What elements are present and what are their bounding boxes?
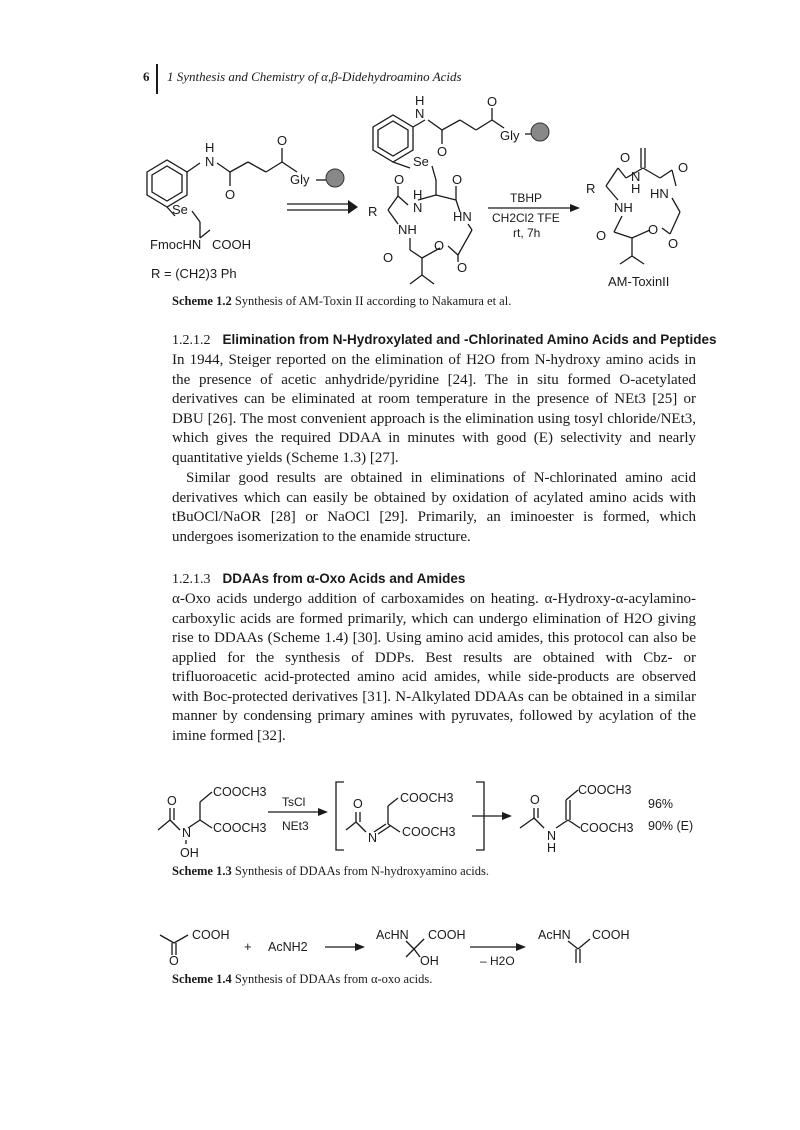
scheme-1-3-drawing [0,770,800,865]
s12-h3: H [413,187,423,202]
scheme-1-3-caption [172,864,489,879]
s13-cooch3-d: COOCH3 [402,825,456,839]
s12-o10: O [620,150,631,165]
s13-yield-2: 90% (E) [648,819,694,833]
s14-cooh-a: COOH [192,928,230,942]
s12-cooh: COOH [212,237,251,252]
section-heading-1-2-1-2 [172,332,717,349]
scheme14-arrow1 [325,943,365,951]
scheme12-arrow2 [488,191,580,240]
scheme-1-2-text: Synthesis of AM-Toxin II according to Nakamura et al. [234,294,512,308]
s12-o8: O [457,260,468,275]
scheme-1-3-text: Synthesis of DDAAs from N-hydroxyamino acids. [234,864,489,878]
paragraph: α-Oxo acids undergo addition of carboxamides on heating. α-Hydroxy-α-acylamino-carboxylic acids are formed primarily, which can undergo elimination of H2O giving rise to DDAAs (Scheme 1.4) [30]. Using amino acid amides, this protocol can also be applied for the synthesis of DDPs. Best results are obtained with Cbz- or trifluoroacetic acid-protected amino acid amides, while side-products are observed with Boc-protected derivatives [31]. N-Alkylated DDAAs can be obtained in a similar manner by condensing primary amines with pyruvates, followed by acylation of the imine formed [32]. [172,591,696,744]
s13-cooch3-c: COOCH3 [400,791,454,805]
s13-cooch3-b: COOCH3 [213,821,267,835]
s12-r-definition: R = (CH2)3 Ph [151,266,237,281]
section-title: Elimination from N-Hydroxylated and -Chlorinated Amino Acids and Peptides [222,332,717,347]
s13-n-b: N [368,831,378,845]
s12-h4: H [631,181,641,196]
s12-nh2: NH [614,200,633,215]
section-heading-1-2-1-3 [172,571,465,588]
s12-nh1: NH [398,222,417,237]
scheme-1-2-caption [172,294,511,309]
s13-n-c: N [547,829,557,843]
scheme12-product [586,148,688,289]
s12-n3: N [413,200,423,215]
section-number: 1.2.1.2 [172,333,211,348]
scheme13-product [520,783,693,855]
scheme13-intermediate [336,782,484,850]
scheme13-reactant [158,785,267,860]
scheme-1-4-caption [172,972,432,987]
scheme-1-2-drawing [0,0,800,300]
section-number: 1.2.1.3 [172,572,211,587]
scheme12-arrow1 [287,200,358,214]
s13-n-a: N [182,826,192,840]
s13-cooch3-f: COOCH3 [580,821,634,835]
s12-product-name: AM-ToxinII [608,274,670,289]
section-title: DDAAs from α-Oxo Acids and Amides [222,571,466,586]
scheme-1-4-text: Synthesis of DDAAs from α-oxo acids. [234,972,433,986]
s12-hn2: HN [650,186,669,201]
s12-o4: O [487,94,498,109]
scheme12-start-material [147,133,344,281]
s14-minus-h2o: – H2O [480,954,515,968]
s12-o6: O [383,250,394,265]
s12-r2: R [586,181,596,196]
s12-o2: O [277,133,288,148]
s14-achn-b: AcHN [538,928,571,942]
scheme12-intermediate [368,93,549,284]
s14-cooh-b: COOH [428,928,466,942]
s12-tbhp: TBHP [510,191,543,205]
s12-o13: O [648,222,659,237]
s12-solvent: CH2Cl2 TFE [492,211,560,225]
scheme14-pyruvic-acid [160,928,230,968]
s13-net3: NEt3 [282,819,309,833]
scheme13-arrow2 [472,812,512,820]
s12-n4: N [631,169,641,184]
s12-gly1: Gly [290,172,310,187]
s12-h2: H [415,93,425,108]
s13-yield-1: 96% [648,797,674,811]
s12-o3: O [437,144,448,159]
s13-tscl: TsCl [282,795,306,809]
scheme-1-2-label: Scheme 1.2 [172,294,232,308]
scheme14-product [538,928,630,963]
scheme-1-4-label: Scheme 1.4 [172,972,232,986]
scheme14-arrow2 [470,943,526,968]
s12-fmochn: FmocHN [150,237,202,252]
s12-o9: O [452,172,463,187]
page-number: 6 [143,69,150,84]
scheme13-arrow1 [268,795,328,833]
s13-cooch3-e: COOCH3 [578,783,632,797]
s13-o-a: O [167,794,177,808]
s12-se1: Se [172,202,188,217]
s12-hn1: HN [453,209,472,224]
s13-o-b: O [353,797,363,811]
s12-h1: H [205,140,215,155]
running-head: 1 Synthesis and Chemistry of α,β-Didehydroamino Acids [167,69,462,84]
scheme-1-3-label: Scheme 1.3 [172,864,232,878]
s12-n2: N [415,106,425,121]
s14-acnh2: AcNH2 [268,940,308,954]
s12-o11: O [678,160,689,175]
paragraph: Similar good results are obtained in eliminations of N-chlorinated amino acid derivatives which can easily be obtained by oxidation of acylated amino acids with tBuOCl/NaOR [28] or NaOCl [29]. Primarily, an iminoester is formed, which undergoes isomerization to the enamide structure. [172,470,696,545]
s13-oh: OH [180,846,199,860]
s14-o: O [169,954,179,968]
s14-cooh-c: COOH [592,928,630,942]
s13-cooch3-a: COOCH3 [213,785,267,799]
s12-se2: Se [413,154,429,169]
s12-n1: N [205,154,215,169]
s12-o5: O [394,172,405,187]
s13-h: H [547,841,557,855]
scheme-1-4-drawing [0,915,800,975]
s14-plus: + [244,939,252,954]
s12-conditions: rt, 7h [513,226,541,240]
s14-achn-a: AcHN [376,928,409,942]
s12-o14: O [668,236,679,251]
s12-o12: O [596,228,607,243]
s12-r1: R [368,204,378,219]
s14-oh: OH [420,954,439,968]
paragraph: In 1944, Steiger reported on the elimination of H2O from N-hydroxy amino acids in the presence of acetic anhydride/pyridine [24]. The in situ formed O-acetylated derivatives can be eliminated at room temperature in the presence of NEt3 [25] or DBU [26]. The most convenient approach is the elimination using tosyl chloride/NEt3, which gives the required DDAA in minutes with good (E) selectivity and nearly quantitative yields (Scheme 1.3) [27]. [172,352,696,466]
s12-o1: O [225,187,236,202]
s13-o-c: O [530,793,540,807]
s12-gly2: Gly [500,128,520,143]
scheme14-intermediate [376,928,466,968]
s12-o7: O [434,238,445,253]
